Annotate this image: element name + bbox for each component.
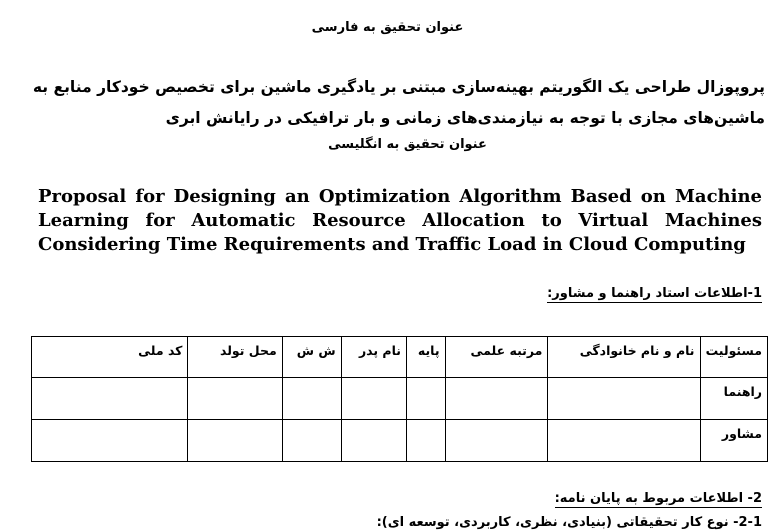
cell-full-name [548, 378, 700, 420]
table-header-row [32, 337, 768, 378]
header-academic-rank: مرتبه علمی [445, 337, 548, 378]
cell-national-code [32, 378, 188, 420]
english-title-label: عنوان تحقیق به انگلیسی [328, 137, 487, 152]
header-father-name: نام پدر [341, 337, 406, 378]
cell-role: مشاور [700, 420, 767, 462]
advisor-info-table [31, 336, 768, 462]
cell-role: راهنما [700, 378, 767, 420]
english-title: Proposal for Designing an Optimization Algorithm Based on Machine Learning for Automatic Resource Allocation to Virtual Machines Considering Time Requirements and Traffic Load in Cloud Computing [38, 186, 762, 255]
table-row [32, 420, 768, 462]
cell-national-code [32, 420, 188, 462]
section1-heading: 1-اطلاعات استاد راهنما و مشاور: [547, 286, 762, 301]
cell-father-name [341, 420, 406, 462]
header-grade: پایه [406, 337, 445, 378]
persian-title-label: عنوان تحقیق به فارسی [311, 20, 464, 35]
header-birthplace: محل تولد [188, 337, 282, 378]
table-row [32, 378, 768, 420]
header-full-name: نام و نام خانوادگی [548, 337, 700, 378]
cell-id-number [282, 420, 341, 462]
cell-full-name [548, 420, 700, 462]
header-national-code: کد ملی [32, 337, 188, 378]
cell-academic-rank [445, 420, 548, 462]
cell-birthplace [188, 378, 282, 420]
cell-grade [406, 420, 445, 462]
cell-birthplace [188, 420, 282, 462]
header-id-number: ش ش [282, 337, 341, 378]
cell-academic-rank [445, 378, 548, 420]
cell-grade [406, 378, 445, 420]
cell-id-number [282, 378, 341, 420]
header-role: مسئولیت [700, 337, 767, 378]
section2-heading: 2- اطلاعات مربوط به پایان نامه: [554, 491, 762, 506]
section2-item: 2-1- نوع کار تحقیقاتی (بنیادی، نظری، کاربردی، توسعه ای): [376, 515, 762, 530]
cell-father-name [341, 378, 406, 420]
persian-title: پروپوزال طراحی یک الگوریتم بهینه‌سازی مبتنی بر یادگیری ماشین برای تخصیص خودکار منابع به ماشین‌های مجازی با توجه به نیازمندی‌های زمانی و بار ترافیکی در رایانش ابری [32, 78, 765, 127]
